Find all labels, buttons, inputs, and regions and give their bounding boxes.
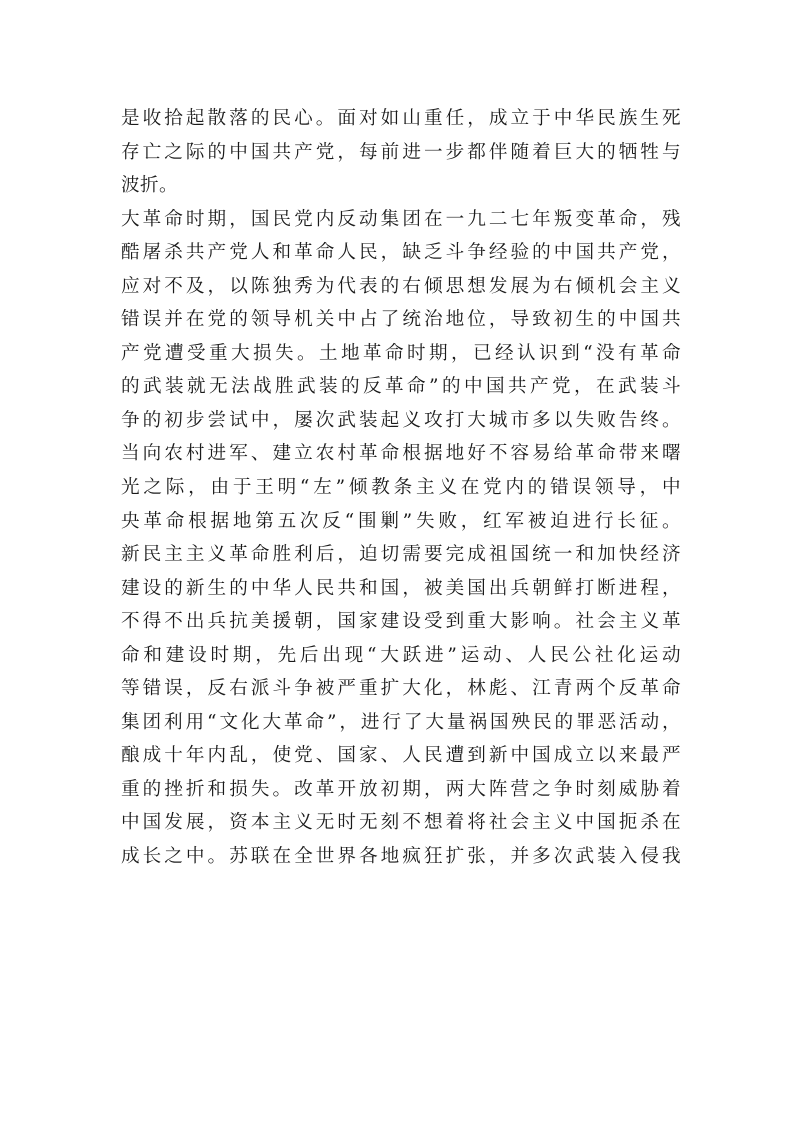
text-line: 是收拾起散落的民心。面对如山重任，成立于中华民族生死 <box>121 108 681 129</box>
text-line: 集团利用“文化大革命”，进行了大量祸国殃民的罪恶活动， <box>121 711 681 733</box>
text-line: 大革命时期，国民党内反动集团在一九二七年叛变革命，残 <box>121 208 681 230</box>
text-line: 成长之中。苏联在全世界各地疯狂扩张，并多次武装入侵我 <box>121 846 681 868</box>
text-line: 光之际，由于王明“左”倾教条主义在党内的错误领导，中 <box>121 477 681 499</box>
text-line: 命和建设时期，先后出现“大跃进”运动、人民公社化运动 <box>121 644 681 666</box>
text-line: 不得不出兵抗美援朝，国家建设受到重大影响。社会主义革 <box>121 611 681 633</box>
text-line: 建设的新生的中华人民共和国，被美国出兵朝鲜打断进程， <box>121 577 681 599</box>
text-line: 产党遭受重大损失。土地革命时期，已经认识到“没有革命 <box>121 342 681 364</box>
text-line: 当向农村进军、建立农村革命根据地好不容易给革命带来曙 <box>121 443 681 465</box>
text-line: 酷屠杀共产党人和革命人民，缺乏斗争经验的中国共产党， <box>121 242 681 264</box>
text-line: 央革命根据地第五次反“围剿”失败，红军被迫进行长征。 <box>121 510 681 532</box>
text-line: 新民主主义革命胜利后，迫切需要完成祖国统一和加快经济 <box>121 544 681 566</box>
text-line: 争的初步尝试中，屡次武装起义攻打大城市多以失败告终。 <box>121 409 681 431</box>
text-line: 的武装就无法战胜武装的反革命”的中国共产党，在武装斗 <box>121 376 681 398</box>
body-text <box>121 102 681 874</box>
text-line: 波折。 <box>121 175 178 197</box>
text-line: 等错误，反右派斗争被严重扩大化，林彪、江青两个反革命 <box>121 678 681 700</box>
text-line: 重的挫折和损失。改革开放初期，两大阵营之争时刻威胁着 <box>121 778 681 800</box>
text-line: 存亡之际的中国共产党，每前进一步都伴随着巨大的牺牲与 <box>121 141 681 163</box>
text-line: 中国发展，资本主义无时无刻不想着将社会主义中国扼杀在 <box>121 812 681 834</box>
text-line: 错误并在党的领导机关中占了统治地位，导致初生的中国共 <box>121 309 681 331</box>
text-line: 酿成十年内乱，使党、国家、人民遭到新中国成立以来最严 <box>121 745 681 767</box>
text-line: 应对不及，以陈独秀为代表的右倾思想发展为右倾机会主义 <box>121 275 681 297</box>
